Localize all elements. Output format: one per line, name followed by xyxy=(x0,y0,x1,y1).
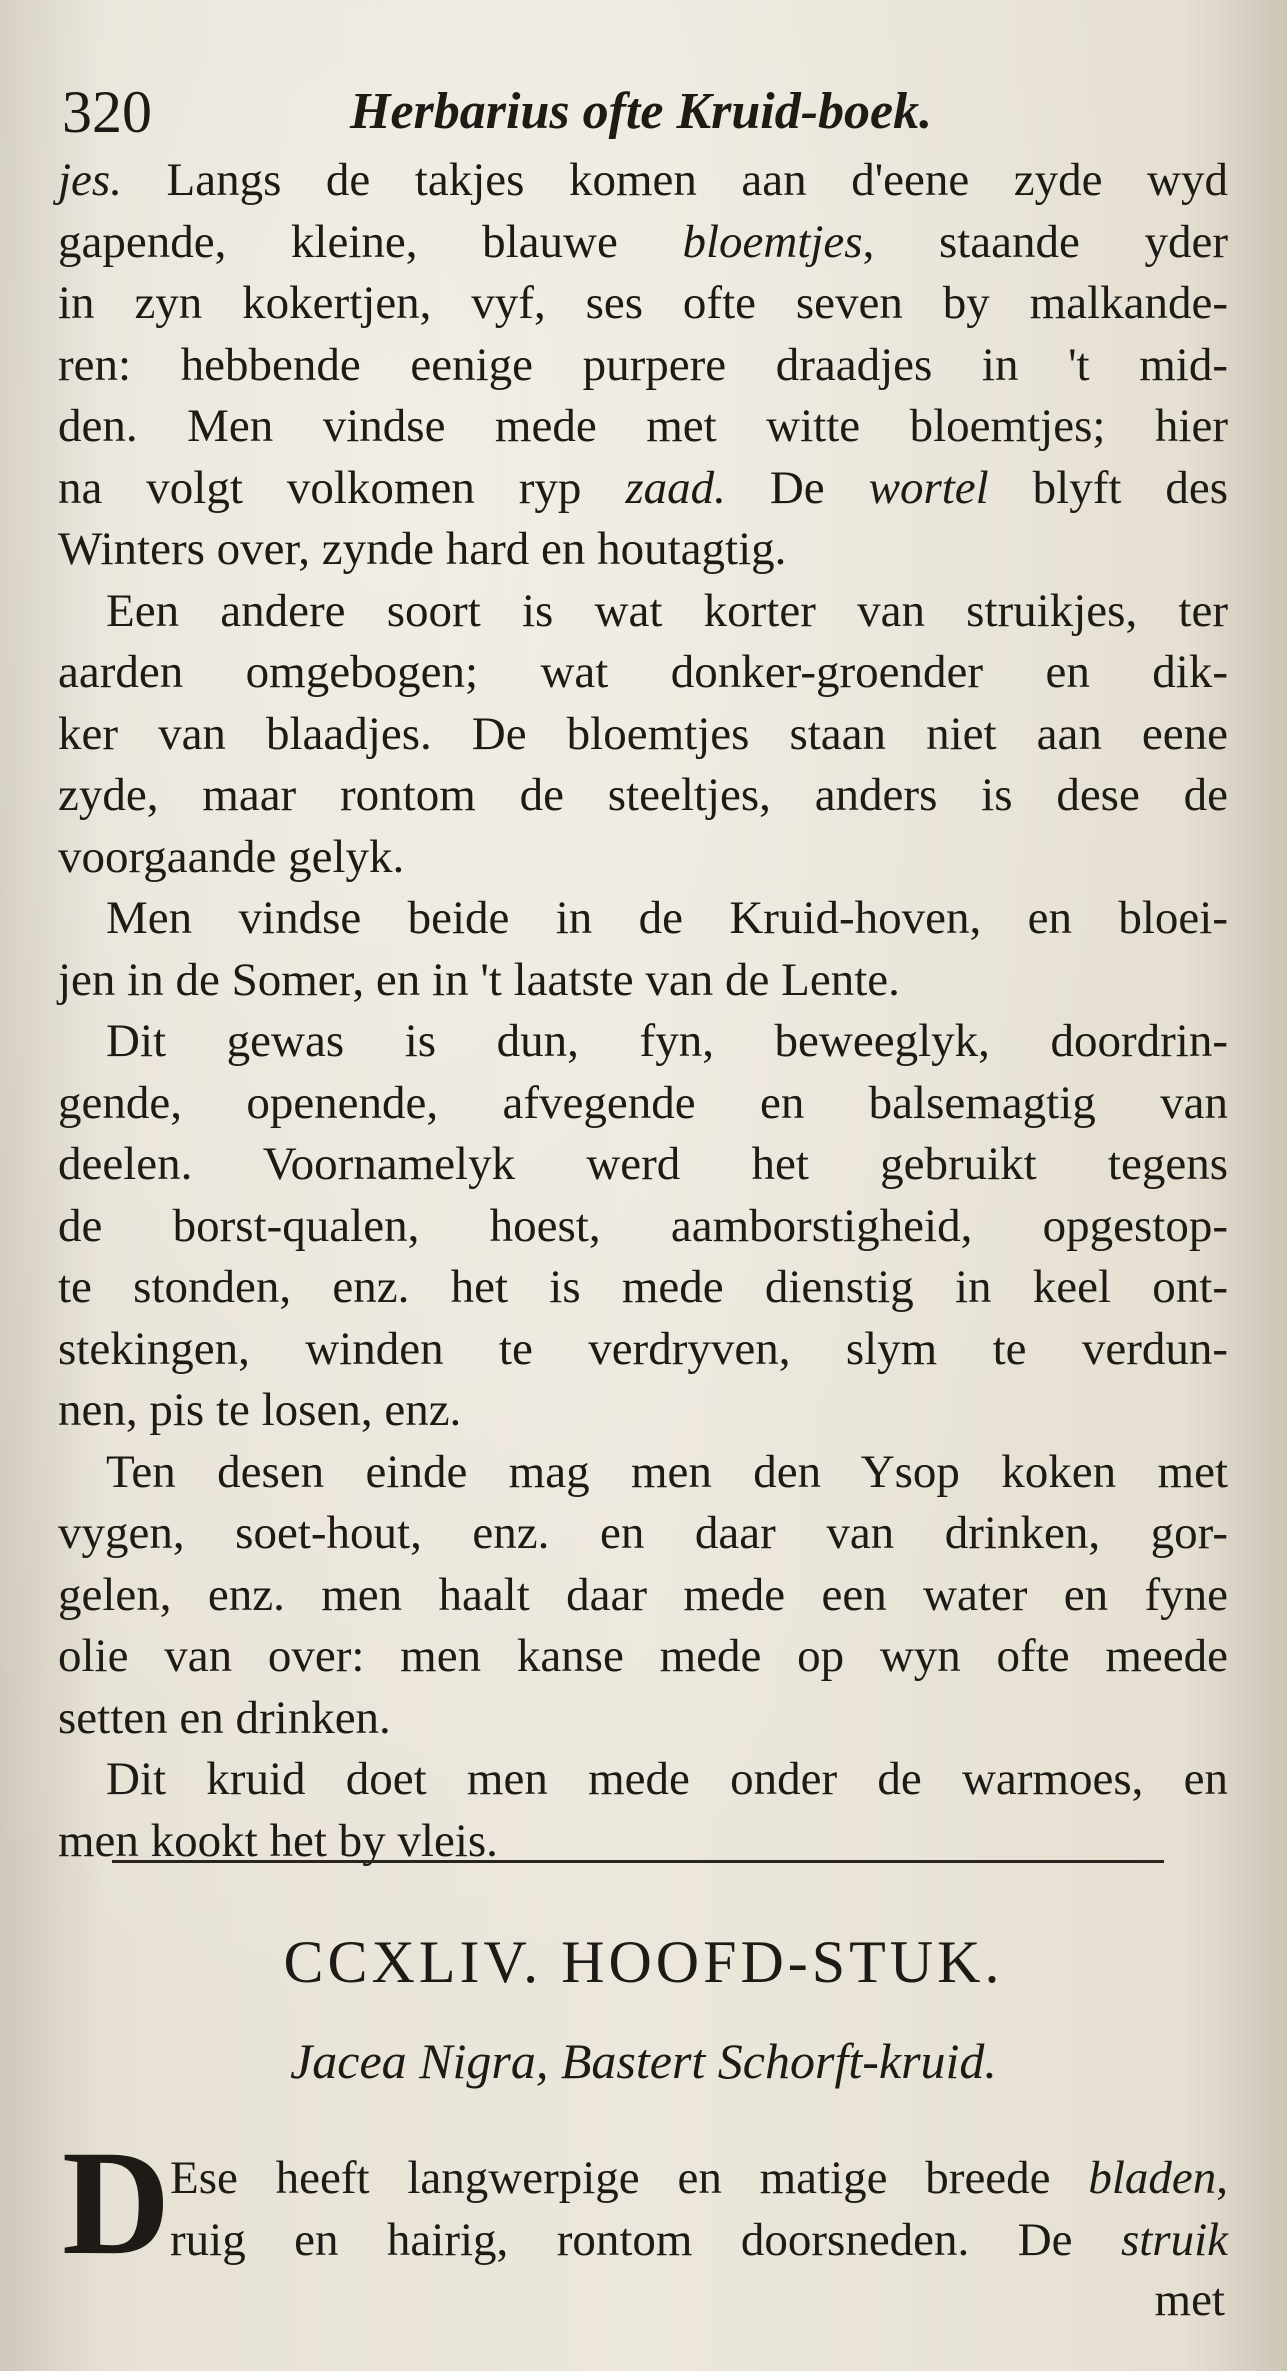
text-line: men kookt het by vleis. xyxy=(58,1814,498,1867)
text-segment: na volgt volkomen ryp xyxy=(58,461,626,514)
chapter-heading: CCXLIV. HOOFD-STUK. xyxy=(283,1929,1004,1995)
text-line: Men vindse beide in de Kruid-hoven, en bloei- xyxy=(106,892,1228,944)
text-line: aarden omgebogen; wat donker-groender en dik- xyxy=(58,646,1228,698)
text-segment: blyft des xyxy=(988,461,1229,514)
page-header xyxy=(62,72,1242,152)
text-line xyxy=(58,150,1228,212)
text-line: te stonden, enz. het is mede dienstig in keel ont- xyxy=(58,1261,1228,1313)
text-line: ren: hebbende eenige purpere draadjes in 't mid- xyxy=(58,338,1228,391)
text-line: vygen, soet-hout, enz. en daar van drinken, gor- xyxy=(58,1507,1228,1559)
text-line: jen in de Somer, en in 't laatste van de Lente. xyxy=(58,953,900,1006)
text-segment-italic: struik xyxy=(1120,2214,1228,2266)
text-line: Een andere soort is wat korter van struikjes, ter xyxy=(106,584,1228,637)
text-line: in zyn kokertjen, vyf, ses ofte seven by malkande- xyxy=(58,277,1228,329)
text-line xyxy=(170,2210,1228,2272)
text-segment: Ese heeft langwerpige en matige breede xyxy=(170,2152,1089,2204)
text-segment: , xyxy=(1216,2152,1228,2204)
text-line: Dit gewas is dun, fyn, beweeglyk, doordrin- xyxy=(106,1015,1228,1067)
text-line: stekingen, winden te verdryven, slym te verdun- xyxy=(58,1322,1228,1375)
text-segment: jes. xyxy=(58,154,122,206)
text-line: gelen, enz. men haalt daar mede een water en fyne xyxy=(58,1568,1228,1621)
text-line: Ten desen einde mag men den Ysop koken met xyxy=(106,1445,1228,1498)
text-segment: gapende, kleine, blauwe xyxy=(58,215,683,268)
text-segment-italic: bladen xyxy=(1088,2152,1217,2204)
page-number: 320 xyxy=(62,79,152,145)
text-line: zyde, maar rontom de steeltjes, anders is dese de xyxy=(58,769,1228,821)
text-line: nen, pis te losen, enz. xyxy=(58,1384,462,1436)
text-line xyxy=(58,212,1228,274)
text-segment-italic: zaad. xyxy=(625,461,726,514)
text-segment-italic: wortel xyxy=(868,461,989,514)
text-segment: , staande yder xyxy=(862,215,1228,268)
text-line: deelen. Voornamelyk werd het gebruikt tegens xyxy=(58,1138,1228,1190)
text-line: Dit kruid doet men mede onder de warmoes, en xyxy=(106,1753,1228,1805)
section-divider xyxy=(112,1860,1164,1863)
text-line xyxy=(58,458,1228,520)
body-text xyxy=(58,150,1228,1872)
text-segment: Langs de takjes komen aan d'eene zyde wyd xyxy=(121,154,1228,206)
text-line: gende, openende, afvegende en balsemagtig van xyxy=(58,1076,1228,1129)
drop-cap: D xyxy=(62,2120,171,2286)
text-segment: De xyxy=(725,461,869,514)
text-segment-italic: bloemtjes xyxy=(682,215,863,268)
text-line: Winters over, zynde hard en houtagtig. xyxy=(58,523,787,575)
text-segment: ruig en hairig, rontom doorsneden. De xyxy=(170,2214,1121,2266)
text-line: olie van over: men kanse mede op wyn ofte meede xyxy=(58,1630,1228,1682)
catchword: met xyxy=(1154,2274,1225,2326)
running-title: Herbarius ofte Kruid-boek. xyxy=(350,83,933,140)
text-line: de borst-qualen, hoest, aamborstigheid, opgestop- xyxy=(58,1199,1228,1252)
chapter-subtitle: Jacea Nigra, Bastert Schorft-kruid. xyxy=(290,2033,997,2089)
text-line: den. Men vindse mede met witte bloemtjes; hier xyxy=(58,400,1228,452)
text-line: setten en drinken. xyxy=(58,1691,391,1744)
text-line: ker van blaadjes. De bloemtjes staan niet aan eene xyxy=(58,707,1228,760)
text-line xyxy=(170,2148,1228,2210)
text-line: voorgaande gelyk. xyxy=(58,830,405,883)
